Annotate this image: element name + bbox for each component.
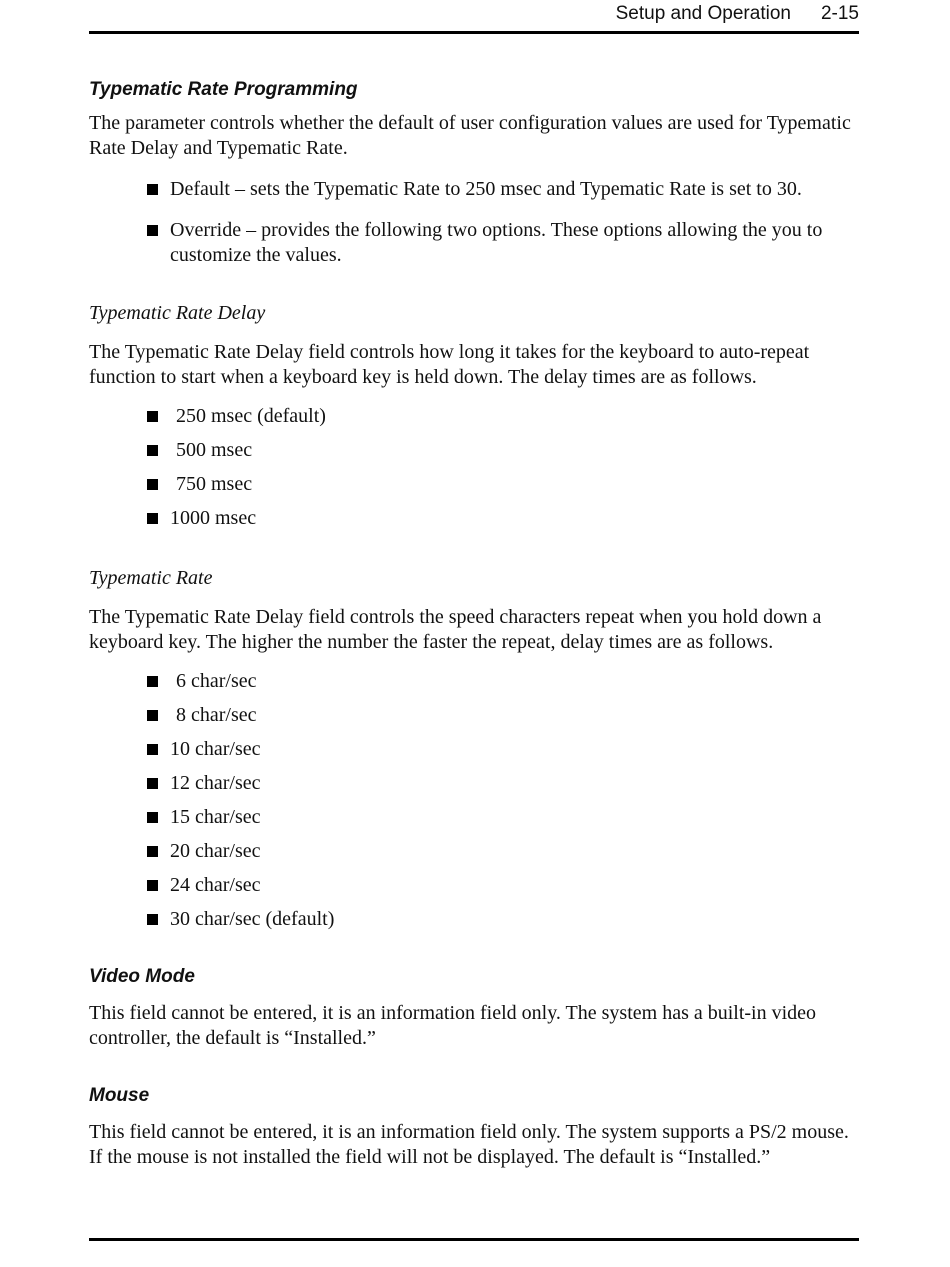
heading-video-mode: Video Mode [89, 966, 195, 987]
bullet-list-programming [89, 177, 859, 268]
square-bullet-icon [147, 846, 158, 857]
square-bullet-icon [147, 914, 158, 925]
list-item: 750 msec [89, 472, 859, 497]
list-item: 15 char/sec [89, 805, 859, 830]
square-bullet-icon [147, 812, 158, 823]
list-item: 20 char/sec [89, 839, 859, 864]
list-item: 24 char/sec [89, 873, 859, 898]
running-header [616, 3, 859, 25]
heading-mouse: Mouse [89, 1085, 150, 1106]
square-bullet-icon [147, 778, 158, 789]
header-rule [89, 31, 859, 34]
square-bullet-icon [147, 445, 158, 456]
footer-rule [89, 1238, 859, 1241]
list-item: 10 char/sec [89, 737, 859, 762]
list-item: 30 char/sec (default) [89, 907, 859, 932]
page-content [89, 76, 859, 1170]
square-bullet-icon [147, 411, 158, 422]
square-bullet-icon [147, 184, 158, 195]
list-item: 12 char/sec [89, 771, 859, 796]
list-item: Override – provides the following two options. These options allowing the you to customize the values. [89, 218, 859, 268]
list-item: 6 char/sec [89, 669, 859, 694]
paragraph-typematic-rate: The Typematic Rate Delay field controls the speed characters repeat when you hold down a keyboard key. The higher the number the faster the repeat, delay times are as follows. [89, 606, 822, 653]
paragraph-typematic-programming: The parameter controls whether the default of user configuration values are used for Typematic Rate Delay and Typematic Rate. [89, 112, 851, 159]
heading-typematic-rate-delay: Typematic Rate Delay [89, 302, 266, 324]
bullet-list-rate [89, 669, 859, 932]
header-section-title: Setup and Operation [615, 3, 791, 24]
paragraph-typematic-delay: The Typematic Rate Delay field controls how long it takes for the keyboard to auto-repeat function to start when a keyboard key is held down. The delay times are as follows. [89, 341, 810, 388]
bullet-list-delay [89, 404, 859, 531]
square-bullet-icon [147, 513, 158, 524]
square-bullet-icon [147, 225, 158, 236]
square-bullet-icon [147, 676, 158, 687]
paragraph-mouse: This field cannot be entered, it is an information field only. The system supports a PS/2 mouse. If the mouse is not installed the field will not be displayed. The default is “Installed.” [89, 1121, 849, 1168]
list-item: 250 msec (default) [89, 404, 859, 429]
list-item: Default – sets the Typematic Rate to 250 msec and Typematic Rate is set to 30. [89, 177, 859, 202]
list-item: 8 char/sec [89, 703, 859, 728]
list-item: 1000 msec [89, 506, 859, 531]
square-bullet-icon [147, 710, 158, 721]
square-bullet-icon [147, 479, 158, 490]
list-item: 500 msec [89, 438, 859, 463]
square-bullet-icon [147, 880, 158, 891]
heading-typematic-rate: Typematic Rate [89, 567, 213, 589]
paragraph-video-mode: This field cannot be entered, it is an information field only. The system has a built-in video controller, the default is “Installed.” [89, 1002, 817, 1049]
square-bullet-icon [147, 744, 158, 755]
header-page-number: 2-15 [820, 3, 859, 24]
heading-typematic-rate-programming: Typematic Rate Programming [89, 79, 358, 100]
